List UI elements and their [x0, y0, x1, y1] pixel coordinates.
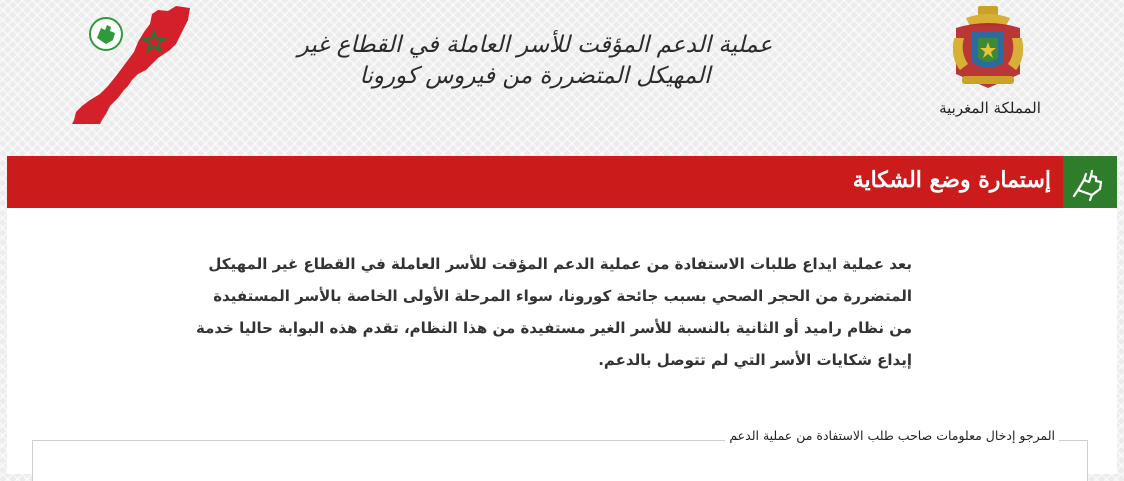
morocco-map-logo-icon [72, 2, 197, 124]
intro-line-4: إيداع شكايات الأسر التي لم تتوصل بالدعم. [598, 351, 912, 369]
intro-text [195, 248, 912, 376]
page-title-line-2: المهيكل المتضررة من فيروس كورونا [359, 63, 711, 89]
form-title: إستمارة وضع الشكاية [852, 167, 1051, 193]
page-title [255, 30, 815, 92]
coat-of-arms-icon [948, 4, 1028, 90]
intro-line-3: من نظام راميد أو الثانية بالنسبة للأسر الغير مستفيدة من هذا النظام، تقدم هذه البوابة حاليا خدمة [195, 319, 912, 337]
page-header [0, 0, 1124, 152]
form-title-banner [7, 156, 1117, 208]
kingdom-label: المملكة المغربية [939, 99, 1041, 117]
banner-icon-box [1063, 156, 1117, 208]
applicant-info-fieldset [32, 428, 1088, 481]
intro-line-1: بعد عملية ايداع طلبات الاستفادة من عملية الدعم المؤقت للأسر العاملة في القطاع غير المهيكل [208, 255, 912, 273]
content-panel [7, 208, 1117, 474]
fist-icon [1070, 162, 1110, 202]
page-title-line-1: عملية الدعم المؤقت للأسر العاملة في القطاع غير [297, 32, 773, 58]
fieldset-legend: المرجو إدخال معلومات صاحب طلب الاستفادة من عملية الدعم [725, 428, 1059, 443]
intro-line-2: المتضررة من الحجر الصحي بسبب جائحة كورونا، سواء المرحلة الأولى الخاصة بالأسر المستفيدة [213, 287, 912, 305]
